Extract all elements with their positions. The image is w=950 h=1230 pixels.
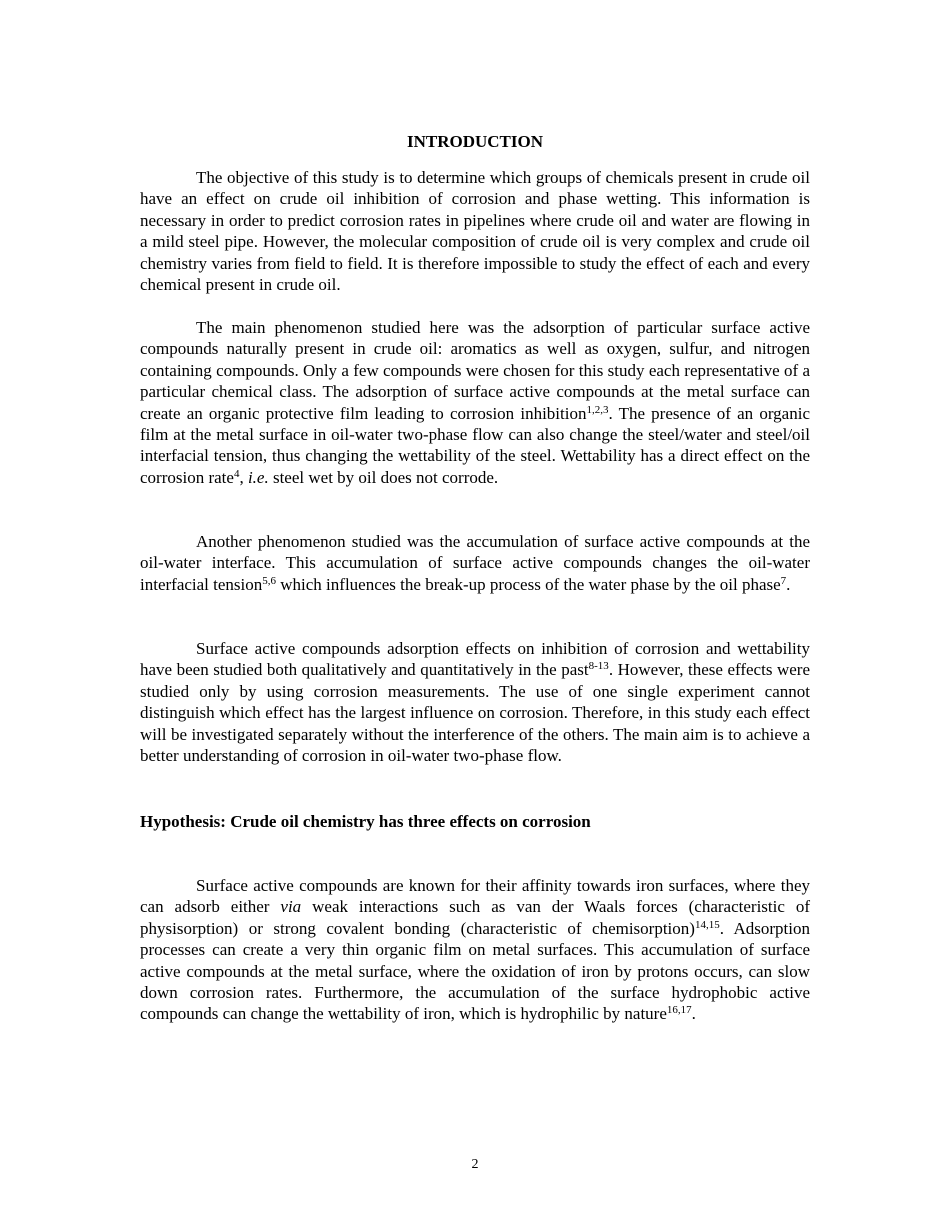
paragraph-text: weak interactions such as van der Waals forces (characteristic of physisorption) or strong covalent bonding (characteristic of chemisorption) xyxy=(140,897,810,938)
paragraph-text: Surface active compounds are known for their affinity towards iron surfaces, where they can adsorb either xyxy=(140,876,810,917)
citation-superscript: 1,2,3 xyxy=(586,403,609,416)
italic-text: i.e. xyxy=(247,467,269,487)
paragraph-text: . xyxy=(691,1004,696,1024)
page-number: 2 xyxy=(471,1157,479,1172)
paragraph-text: steel wet by oil does not corrode. xyxy=(268,467,499,487)
paragraph-text: . However, these effects were studied only by using corrosion measurements. The use of one single experiment cannot distinguish which effect has the largest influence on corrosion. Therefore, in this study each effect will be investigated separately without the interference of the others. The main aim is to achieve a better understanding of corrosion in oil-water two-phase flow. xyxy=(140,660,810,766)
citation-superscript: 14,15 xyxy=(694,918,720,931)
paragraph-text: , xyxy=(239,467,248,487)
paragraph-objective xyxy=(140,167,810,295)
citation-superscript: 7 xyxy=(780,574,787,587)
citation-superscript: 8-13 xyxy=(588,660,609,673)
citation-superscript: 5,6 xyxy=(262,574,277,587)
paragraph-text: . The presence of an organic film at the metal surface in oil-water two-phase flow can also change the steel/water and steel/oil interfacial tension, thus changing the wettability of the steel. Wettability has a direct effect on the corrosion rate xyxy=(140,403,810,487)
paragraph-prior-studies xyxy=(140,638,810,766)
paragraph-adsorption xyxy=(140,317,810,488)
paragraph-text: Surface active compounds adsorption effects on inhibition of corrosion and wettability have been studied both qualitatively and quantitatively in the past xyxy=(140,639,810,680)
paragraph-hypothesis xyxy=(140,875,810,1025)
citation-superscript: 16,17 xyxy=(666,1004,692,1017)
italic-text: via xyxy=(280,897,302,917)
paragraph-text: . Adsorption processes can create a very thin organic film on metal surfaces. This accumulation of surface active compounds at the metal surface, where the oxidation of iron by protons occurs, can slow down corrosion rates. Furthermore, the accumulation of the surface hydrophobic active compounds can change the wettability of iron, which is hydrophilic by nature xyxy=(140,918,811,1024)
paragraph-text: which influences the break-up process of the water phase by the oil phase xyxy=(276,574,781,594)
citation-superscript: 4 xyxy=(233,467,240,480)
section-heading: INTRODUCTION xyxy=(406,132,544,151)
paragraph-text: The objective of this study is to determine which groups of chemicals present in crude oil have an effect on crude oil inhibition of corrosion and phase wetting. This information is necessary in order to predict corrosion rates in pipelines where crude oil and water are flowing in a mild steel pipe. However, the molecular composition of crude oil is very complex and crude oil chemistry varies from field to field. It is therefore impossible to study the effect of each and every chemical present in crude oil. xyxy=(140,168,810,295)
paragraph-interface xyxy=(140,531,810,595)
paragraph-text: Another phenomenon studied was the accumulation of surface active compounds at the oil-water interface. This accumulation of surface active compounds changes the oil-water interfacial tension xyxy=(140,532,810,594)
hypothesis-heading: Hypothesis: Crude oil chemistry has three effects on corrosion xyxy=(140,812,591,831)
paragraph-text: The main phenomenon studied here was the adsorption of particular surface active compounds naturally present in crude oil: aromatics as well as oxygen, sulfur, and nitrogen containing compounds. Only a few compounds were chosen for this study each representative of a particular chemical class. The adsorption of surface active compounds at the metal surface can create an organic protective film leading to corrosion inhibition xyxy=(140,318,810,423)
paragraph-text: . xyxy=(786,574,791,594)
